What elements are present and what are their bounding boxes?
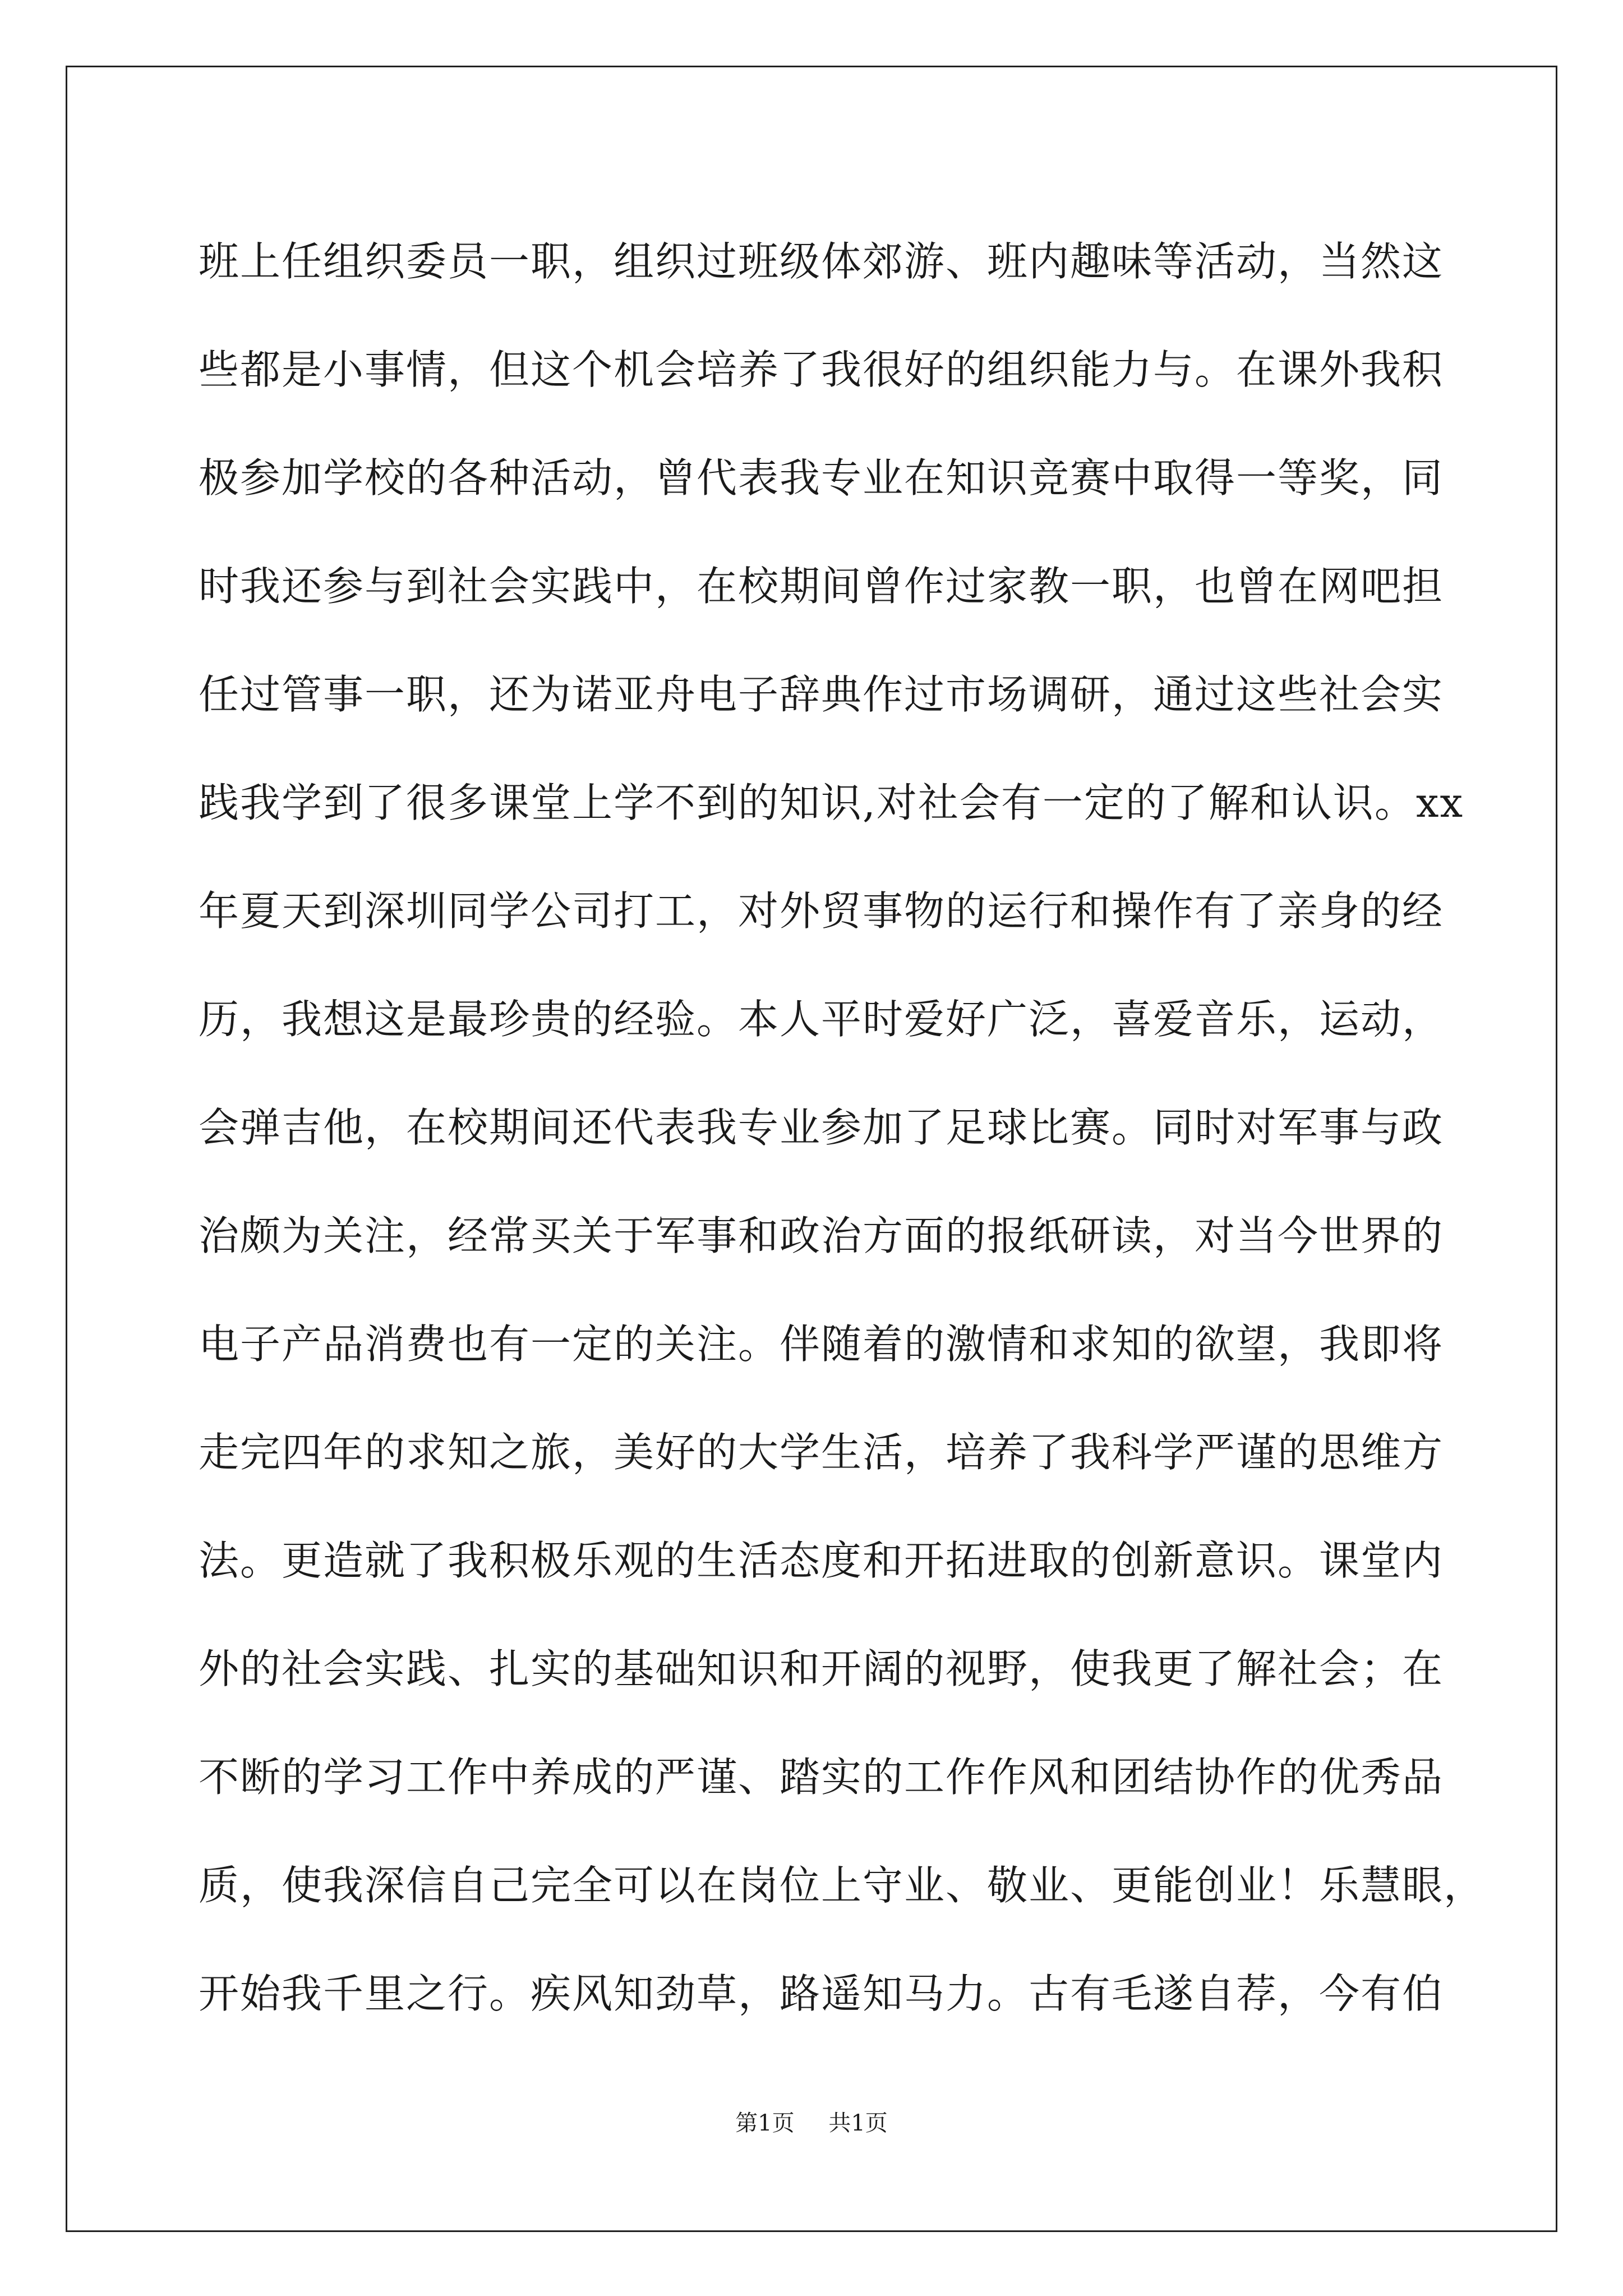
text-line: 历，我想这是最珍贵的经验。本人平时爱好广泛，喜爱音乐，运动，: [199, 996, 1444, 1043]
text-line: 治颇为关注，经常买关于军事和政治方面的报纸研读，对当今世界的: [199, 1212, 1444, 1259]
text-line: 开始我千里之行。疾风知劲草，路遥知马力。古有毛遂自荐，今有伯: [199, 1970, 1444, 2017]
text-line: 质，使我深信自己完全可以在岗位上守业、敬业、更能创业！乐慧眼，: [199, 1862, 1486, 1909]
text-line: 电子产品消费也有一定的关注。伴随着的激情和求知的欲望，我即将: [199, 1320, 1444, 1368]
text-line: 会弹吉他，在校期间还代表我专业参加了足球比赛。同时对军事与政: [199, 1104, 1444, 1151]
text-line: 时我还参与到社会实践中，在校期间曾作过家教一职，也曾在网吧担: [199, 563, 1444, 610]
page-number-total: 共1页: [828, 2110, 888, 2136]
text-line: 任过管事一职，还为诺亚舟电子辞典作过市场调研，通过这些社会实: [199, 671, 1444, 718]
text-line: 法。更造就了我积极乐观的生活态度和开拓进取的创新意识。课堂内: [199, 1537, 1444, 1584]
body-text: [199, 208, 1486, 2048]
text-line: 践我学到了很多课堂上学不到的知识,对社会有一定的了解和认识。xx: [199, 779, 1464, 826]
text-line: 极参加学校的各种活动，曾代表我专业在知识竞赛中取得一等奖，同: [199, 454, 1444, 501]
text-line: 些都是小事情，但这个机会培养了我很好的组织能力与。在课外我积: [199, 346, 1444, 393]
text-line: 不断的学习工作中养成的严谨、踏实的工作作风和团结协作的优秀品: [199, 1754, 1444, 1801]
page-footer: [0, 2106, 1623, 2140]
page-number-current: 第1页: [735, 2110, 795, 2136]
text-line: 班上任组织委员一职，组织过班级体郊游、班内趣味等活动，当然这: [199, 238, 1444, 285]
text-line: 年夏天到深圳同学公司打工，对外贸事物的运行和操作有了亲身的经: [199, 887, 1444, 935]
text-line: 走完四年的求知之旅，美好的大学生活，培养了我科学严谨的思维方: [199, 1429, 1444, 1476]
text-line: 外的社会实践、扎实的基础知识和开阔的视野，使我更了解社会；在: [199, 1645, 1444, 1692]
